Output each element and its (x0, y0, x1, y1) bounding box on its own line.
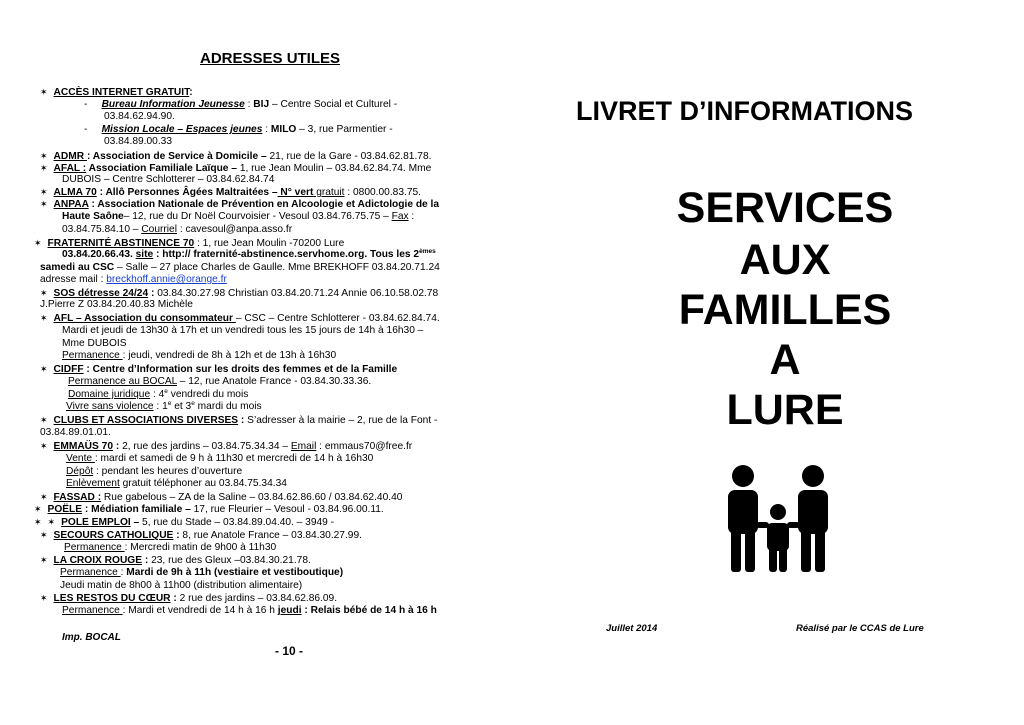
entry-cidff-line2: Permanence au BOCAL – 12, rue Anatole France - 03.84.30.33.36. (68, 376, 372, 387)
bullet-icon: ✶ (40, 313, 48, 323)
entry-cidff-line3: Domaine juridique : 4e vendredi du mois (68, 388, 249, 400)
entry-sos-line2: J.Pierre Z 03.84.20.40.83 Michèle (40, 299, 193, 310)
entry-fassad: ✶ FASSAD : Rue gabelous – ZA de la Saline – 03.84.62.86.60 / 03.84.62.40.40 (40, 492, 403, 503)
entry-cidff-line4: Vivre sans violence : 1e et 3e mardi du mois (66, 400, 262, 412)
entry-label: ACCÈS INTERNET GRATUIT (53, 87, 190, 98)
bullet-icon: ✶ (40, 593, 48, 603)
author-credit: Réalisé par le CCAS de Lure (796, 623, 924, 634)
entry-fraternite-line4: adresse mail : breckhoff.annie@orange.fr (40, 274, 227, 285)
entry-fraternite-line2: 03.84.20.66.43. site : http:// fraternité-abstinence.servhome.org. Tous les 2èmes (62, 248, 436, 260)
entry-anpaa-line3: 03.84.75.84.10 – Courriel : cavesoul@anpa.asso.fr (62, 224, 293, 235)
cover-line-4: A (769, 336, 801, 384)
entry-afl: ✶ AFL – Association du consommateur – CSC – Centre Schlotterer - 03.84.62.84.74. (40, 313, 440, 324)
bullet-icon: ✶ (40, 87, 48, 97)
entry-sos: ✶ SOS détresse 24/24 : 03.84.30.27.98 Christian 03.84.20.71.24 Annie 06.10.58.02.78 (40, 288, 439, 299)
bullet-icon: ✶ (47, 517, 56, 527)
entry-croix-line3: Jeudi matin de 8h00 à 11h00 (distribution alimentaire) (60, 580, 303, 591)
sub-entry-bij-phone: 03.84.62.94.90. (104, 111, 175, 122)
bullet-icon: ✶ (40, 288, 48, 298)
entry-anpaa-line2: Haute Saône– 12, rue du Dr Noël Courvoisier - Vesoul 03.84.76.75.75 – Fax : (62, 211, 415, 222)
bullet-icon: ✶ (40, 530, 48, 540)
booklet-title: LIVRET D’INFORMATIONS (576, 96, 913, 126)
bullet-icon: ✶ (34, 504, 42, 514)
entry-fraternite-line3: samedi au CSC – Salle – 27 place Charles de Gaulle. Mme BREKHOFF 03.84.20.71.24 (40, 262, 440, 273)
entry-admr: ✶ ADMR : Association de Service à Domicile – 21, rue de la Gare - 03.84.62.81.78. (40, 151, 432, 162)
entry-emmaus-line2: Vente : mardi et samedi de 9 h à 11h30 et mercredi de 14 h à 16h30 (66, 453, 374, 464)
bullet-icon: ✶ (34, 238, 42, 248)
sub-entry-milo: - Mission Locale – Espaces jeunes : MILO – 3, rue Parmentier - (84, 124, 393, 135)
sub-entry-milo-phone: 03.84.89.00.33 (104, 136, 172, 147)
entry-restos: ✶ LES RESTOS DU CŒUR : 2 rue des jardins – 03.84.62.86.09. (40, 593, 338, 604)
entry-fraternite: ✶ FRATERNITÉ ABSTINENCE 70 : 1, rue Jean Moulin -70200 Lure (34, 238, 345, 249)
bullet-icon: ✶ (40, 364, 48, 374)
page-title: ADRESSES UTILES (200, 50, 341, 67)
entry-emmaus-line3: Dépôt : pendant les heures d’ouverture (66, 466, 243, 477)
entry-cidff: ✶ CIDFF : Centre d’Information sur les droits des femmes et de la Famille (40, 364, 398, 375)
entry-afal-line2: DUBOIS – Centre Schlotterer – 03.84.62.84.74 (62, 174, 275, 185)
cover-line-1: SERVICES (676, 184, 894, 232)
bullet-icon: ✶ (40, 199, 48, 209)
entry-afal: ✶ AFAL : Association Familiale Laïque – 1, rue Jean Moulin – 03.84.62.84.74. Mme (40, 163, 432, 174)
entry-clubs-line2: 03.84.89.01.01. (40, 427, 111, 438)
email-link[interactable]: breckhoff.annie@orange.fr (106, 274, 227, 285)
bullet-icon: ✶ (40, 163, 48, 173)
entry-pole-emploi: ✶ ✶ POLE EMPLOI – 5, rue du Stade – 03.84.89.04.40. – 3949 - (34, 517, 335, 528)
entry-emmaus-line4: Enlèvement gratuit téléphoner au 03.84.75.34.34 (66, 478, 287, 489)
bullet-icon: ✶ (40, 415, 48, 425)
page-number: - 10 - (275, 644, 304, 658)
entry-emmaus: ✶ EMMAÜS 70 : 2, rue des jardins – 03.84.75.34.34 – Email : emmaus70@free.fr (40, 441, 413, 452)
bullet-icon: ✶ (40, 492, 48, 502)
bullet-icon: ✶ (40, 187, 48, 197)
entry-poele: ✶ POËLE : Médiation familiale – 17, rue Fleurier – Vesoul - 03.84.96.00.11. (34, 504, 384, 515)
family-icon (718, 462, 838, 574)
entry-afl-line4: Permanence : jeudi, vendredi de 8h à 12h et de 13h à 16h30 (62, 350, 337, 361)
entry-restos-line2: Permanence : Mardi et vendredi de 14 h à 16 h jeudi : Relais bébé de 14 h à 16 h (62, 605, 437, 616)
entry-clubs: ✶ CLUBS ET ASSOCIATIONS DIVERSES : S’adresser à la mairie – 2, rue de la Font - (40, 415, 438, 426)
bullet-icon: ✶ (40, 555, 48, 565)
cover-line-5: LURE (726, 386, 844, 434)
bullet-icon: ✶ (40, 151, 48, 161)
entry-afl-line3: Mme DUBOIS (62, 338, 127, 349)
publication-date: Juillet 2014 (606, 623, 658, 634)
entry-croix-line2: Permanence : Mardi de 9h à 11h (vestiaire et vestiboutique) (60, 567, 344, 578)
entry-croix-rouge: ✶ LA CROIX ROUGE : 23, rue des Gleux –03.84.30.21.78. (40, 555, 311, 566)
bullet-icon: ✶ (34, 517, 42, 527)
entry-alma: ✶ ALMA 70 : Allô Personnes Âgées Maltraitées – N° vert gratuit : 0800.00.83.75. (40, 187, 421, 198)
cover-line-3: FAMILLES (678, 286, 892, 334)
entry-secours-line2: Permanence : Mercredi matin de 9h00 à 11h30 (64, 542, 277, 553)
sub-entry-bij: - Bureau Information Jeunesse : BIJ – Centre Social et Culturel - (84, 99, 398, 110)
entry-anpaa: ✶ ANPAA : Association Nationale de Prévention en Alcoologie et Adictologie de la (40, 199, 440, 210)
cover-line-2: AUX (739, 236, 831, 284)
printer-credit: Imp. BOCAL (62, 632, 121, 643)
bullet-icon: ✶ (40, 441, 48, 451)
entry-afl-line2: Mardi et jeudi de 13h30 à 17h et un vendredi tous les 15 jours de 14h à 16h30 – (62, 325, 424, 336)
entry-secours: ✶ SECOURS CATHOLIQUE : 8, rue Anatole France – 03.84.30.27.99. (40, 530, 362, 541)
entry-acces-internet: ✶ ACCÈS INTERNET GRATUIT: (40, 87, 193, 98)
